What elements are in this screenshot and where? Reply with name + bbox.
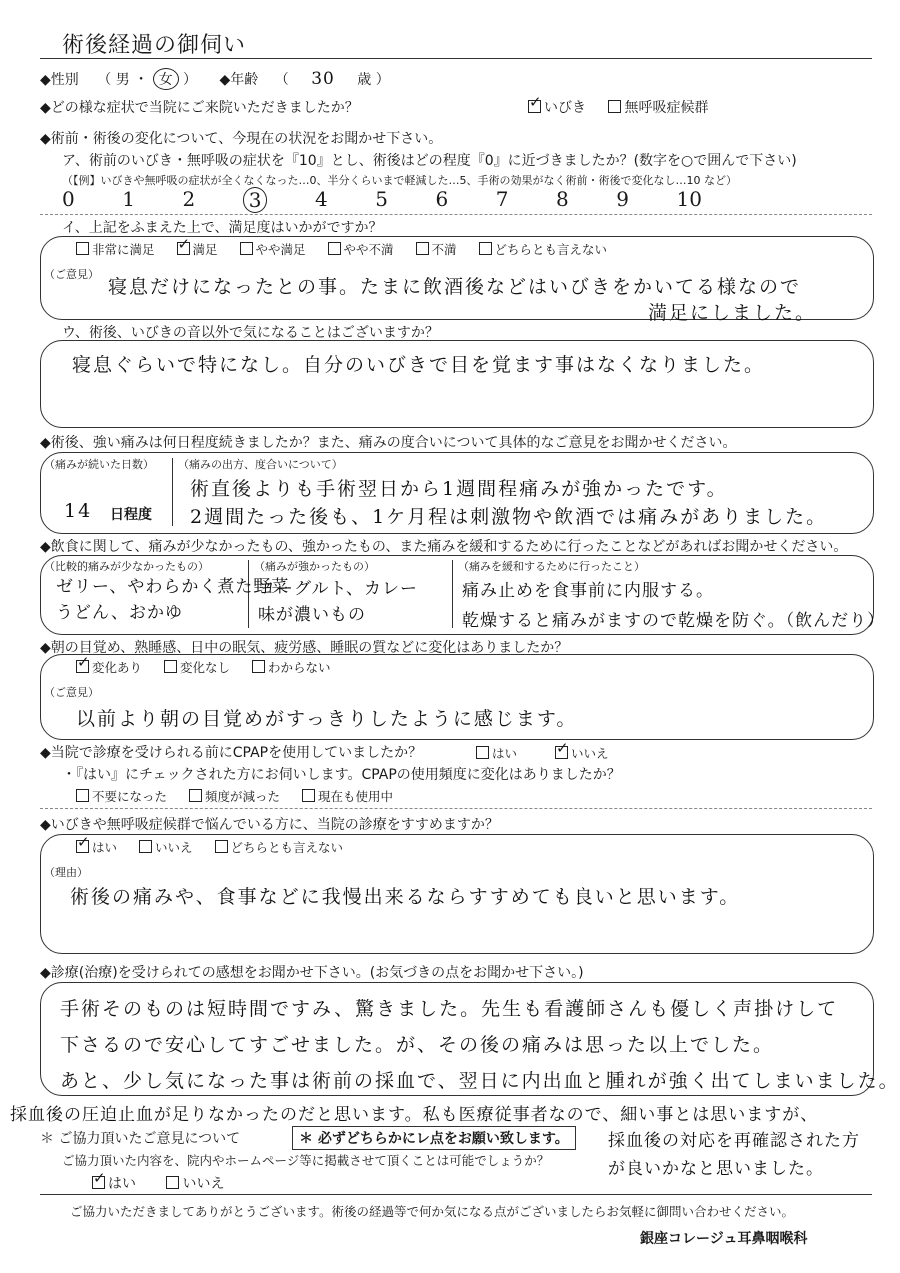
cpap-sub-options bbox=[76, 787, 411, 805]
checkbox-icon bbox=[476, 746, 489, 759]
page-title: 術後経過の御伺い bbox=[62, 33, 247, 58]
cpap-options bbox=[476, 744, 627, 762]
clinic-name: 銀座コレージュ耳鼻咽喉科 bbox=[640, 1231, 808, 1247]
change-heading: ◆術前・術後の変化について、今現在の状況をお聞かせ下さい。 bbox=[40, 131, 443, 147]
recommend-question: ◆いびきや無呼吸症候群で悩んでいる方に、当院の診療をすすめますか？ bbox=[40, 817, 499, 833]
option-no-change[interactable]: 変化なし bbox=[164, 658, 230, 676]
food-less-1[interactable]: ゼリー、やわらかく煮た野菜 bbox=[56, 577, 290, 597]
option-recommend-yes[interactable]: ✓はい bbox=[76, 838, 117, 856]
food-relief-2[interactable]: 乾燥すると痛みがますので乾燥を防ぐ。（飲んだり） bbox=[462, 611, 886, 631]
impression-line-6[interactable]: が良いかなと思いました。 bbox=[608, 1159, 824, 1179]
option-cpap-yes[interactable]: はい bbox=[476, 744, 517, 762]
scale-7[interactable]: 7 bbox=[495, 187, 509, 211]
opinion-label: （ご意見） bbox=[44, 268, 99, 281]
option-recommend-no[interactable]: いいえ bbox=[139, 838, 193, 856]
checkbox-icon bbox=[92, 1176, 105, 1189]
satisfaction-answer-2[interactable]: 満足にしました。 bbox=[648, 302, 817, 324]
gender-label: ◆性別 bbox=[40, 72, 79, 88]
impression-line-2[interactable]: 下さるので安心してすごせました。が、その後の痛みは思った以上でした。 bbox=[60, 1034, 775, 1056]
consent-title: ＊ ご協力頂いたご意見について bbox=[40, 1131, 241, 1147]
reason-label: （理由） bbox=[44, 866, 88, 879]
option-changed[interactable]: ✓変化あり bbox=[76, 658, 142, 676]
recommend-answer[interactable]: 術後の痛みや、食事などに我慢出来るならすすめても良いと思います。 bbox=[70, 886, 741, 908]
option-apnea[interactable]: 無呼吸症候群 bbox=[608, 97, 708, 117]
option-reduced[interactable]: 頻度が減った bbox=[189, 787, 280, 805]
scale-row bbox=[62, 187, 702, 213]
food-relief-1[interactable]: 痛み止めを食事前に内服する。 bbox=[462, 581, 714, 601]
food-less-label: （比較的痛みが少なかったもの） bbox=[44, 560, 209, 573]
option-somewhat-satisfied[interactable]: やや満足 bbox=[240, 240, 306, 258]
pain-days-unit: 日程度 bbox=[110, 507, 152, 523]
checkbox-icon bbox=[76, 660, 89, 673]
scale-6[interactable]: 6 bbox=[435, 187, 449, 211]
cpap-question: ◆当院で診療を受けられる前にCPAPを使用していましたか？ bbox=[40, 745, 423, 761]
scale-5[interactable]: 5 bbox=[375, 187, 388, 211]
other-question: ウ、術後、いびきの音以外で気になることはございますか？ bbox=[62, 325, 439, 341]
option-not-needed[interactable]: 不要になった bbox=[76, 787, 167, 805]
option-very-satisfied[interactable]: 非常に満足 bbox=[76, 240, 155, 258]
scale-9[interactable]: 9 bbox=[616, 187, 629, 211]
pain-days-label: （痛みが続いた日数） bbox=[44, 458, 154, 471]
title-divider bbox=[40, 58, 872, 59]
impression-question: ◆診療(治療)を受けられての感想をお聞かせ下さい。(お気づきの点をお聞かせ下さい。) bbox=[40, 965, 584, 981]
food-strong-2[interactable]: 味が濃いもの bbox=[258, 605, 366, 625]
pain-detail-2[interactable]: 2週間たった後も、1ケ月程は刺激物や飲酒では痛みがありました。 bbox=[190, 506, 828, 528]
scale-0[interactable]: 0 bbox=[62, 187, 75, 211]
pain-divider bbox=[172, 458, 173, 526]
pain-question: ◆術後、強い痛みは何日程度続きましたか？また、痛みの度合いについて具体的なご意見をお聞かせください。 bbox=[40, 435, 737, 451]
pain-detail-label: （痛みの出方、度合いについて） bbox=[178, 458, 343, 471]
gender-female[interactable]: 女 bbox=[153, 68, 179, 90]
pain-detail-1[interactable]: 術直後よりも手術翌日から1週間程痛みが強かったです。 bbox=[190, 478, 728, 500]
option-consent-no[interactable]: いいえ bbox=[166, 1173, 224, 1193]
consent-options bbox=[92, 1173, 242, 1193]
impression-line-1[interactable]: 手術そのものは短時間ですみ、驚きました。先生も看護師さんも優しく声掛けして bbox=[60, 998, 839, 1020]
option-somewhat-dissatisfied[interactable]: やや不満 bbox=[328, 240, 394, 258]
checkbox-icon bbox=[76, 840, 89, 853]
food-divider-2 bbox=[452, 560, 453, 628]
checkbox-icon bbox=[328, 242, 341, 255]
food-less-2[interactable]: うどん、おかゆ bbox=[56, 603, 184, 623]
checkbox-icon bbox=[166, 1176, 179, 1189]
checkbox-icon bbox=[76, 242, 89, 255]
checkbox-icon bbox=[528, 100, 541, 113]
change-question: ア、術前のいびき・無呼吸の症状を『10』とし、術後はどの程度『0』に近づきましたか？(数字を○で囲んで下さい) bbox=[62, 153, 797, 169]
age-unit: 歳 bbox=[357, 72, 372, 88]
food-strong-1[interactable]: ヨーグルト、カレー bbox=[258, 579, 418, 599]
option-still-using[interactable]: 現在も使用中 bbox=[302, 787, 393, 805]
gender-male[interactable]: 男 bbox=[115, 72, 130, 88]
divider bbox=[40, 214, 872, 215]
checkbox-icon bbox=[608, 100, 621, 113]
scale-1[interactable]: 1 bbox=[122, 187, 135, 211]
morning-question: ◆朝の目覚め、熟睡感、日中の眠気、疲労感、睡眠の質などに変化はありましたか？ bbox=[40, 640, 569, 656]
age-label: ◆年齢 bbox=[219, 72, 259, 88]
morning-options bbox=[76, 658, 349, 676]
checkbox-icon bbox=[76, 789, 89, 802]
impression-line-5[interactable]: 採血後の対応を再確認された方 bbox=[608, 1131, 860, 1151]
scale-4[interactable]: 4 bbox=[315, 187, 328, 211]
cpap-sub-question: ・『はい』にチェックされた方にお伺いします。CPAPの使用頻度に変化はありましたか？ bbox=[62, 767, 621, 783]
checkbox-icon bbox=[164, 660, 177, 673]
morning-opinion-label: （ご意見） bbox=[44, 686, 99, 699]
impression-line-3[interactable]: あと、少し気になった事は術前の採血で、翌日に内出血と腫れが強く出てしまいました。 bbox=[60, 1070, 900, 1092]
divider bbox=[40, 808, 872, 809]
scale-10[interactable]: 10 bbox=[676, 187, 702, 211]
profile-row: ◆性別 （ 男 ・ 女 ） ◆年齢 （ 30 歳 ） bbox=[40, 69, 390, 89]
satisfaction-options bbox=[76, 240, 625, 258]
scale-2[interactable]: 2 bbox=[182, 187, 196, 211]
checkbox-icon bbox=[302, 789, 315, 802]
symptom-question: ◆どの様な症状で当院にご来院いただきましたか？ bbox=[40, 100, 359, 116]
option-dissatisfied[interactable]: 不満 bbox=[416, 240, 457, 258]
checkbox-icon bbox=[555, 746, 568, 759]
option-snoring[interactable]: ✓ いびき bbox=[528, 97, 586, 117]
age-value[interactable]: 30 bbox=[311, 69, 335, 89]
pain-days-value[interactable]: 14 bbox=[64, 500, 93, 522]
impression-line-4[interactable]: 採血後の圧迫止血が足りなかったのだと思います。私も医療従事者なので、細い事とは思いますが、 bbox=[10, 1105, 819, 1125]
food-relief-label: （痛みを緩和するために行ったこと） bbox=[458, 560, 645, 573]
morning-answer[interactable]: 以前より朝の目覚めがすっきりしたように感じます。 bbox=[76, 708, 578, 730]
satisfaction-answer-1[interactable]: 寝息だけになったとの事。たまに飲酒後などはいびきをかいてる様なので bbox=[108, 276, 802, 298]
option-neither[interactable]: どちらとも言えない bbox=[479, 240, 608, 258]
checkbox-icon bbox=[479, 242, 492, 255]
checkbox-icon bbox=[215, 840, 228, 853]
option-cpap-no[interactable]: ✓ いいえ bbox=[555, 744, 609, 762]
symptom-options bbox=[528, 97, 726, 117]
other-answer[interactable]: 寝息ぐらいで特になし。自分のいびきで目を覚ます事はなくなりました。 bbox=[72, 354, 766, 376]
checkbox-icon bbox=[139, 840, 152, 853]
checkbox-icon bbox=[416, 242, 429, 255]
satisfaction-question: イ、上記をふまえた上で、満足度はいかがですか？ bbox=[62, 220, 383, 236]
option-recommend-neither[interactable]: どちらとも言えない bbox=[215, 838, 344, 856]
scale-8[interactable]: 8 bbox=[556, 187, 569, 211]
option-consent-yes[interactable]: ✓はい bbox=[92, 1173, 136, 1193]
checkbox-icon bbox=[189, 789, 202, 802]
change-example: （【例】いびきや無呼吸の症状が全くなくなった…0、半分くらいまで軽減した…5、手術の効果がなく術前・術後で変化なし…10 など） bbox=[62, 174, 737, 187]
footer-thanks: ご協力いただきましてありがとうございます。術後の経過等で何か気になる点がございましたらお気軽に御問い合わせください。 bbox=[70, 1204, 795, 1219]
checkbox-icon bbox=[240, 242, 253, 255]
checkbox-icon bbox=[252, 660, 265, 673]
checkbox-icon bbox=[177, 242, 190, 255]
option-satisfied[interactable]: ✓ 満足 bbox=[177, 240, 218, 258]
recommend-options bbox=[76, 838, 361, 856]
food-question: ◆飲食に関して、痛みが少なかったもの、強かったもの、また痛みを緩和するために行ったことなどがあればお聞かせください。 bbox=[40, 539, 848, 555]
scale-3-selected[interactable]: 3 bbox=[243, 187, 268, 213]
food-strong-label: （痛みが強かったもの） bbox=[254, 560, 375, 573]
footer-divider bbox=[40, 1194, 872, 1195]
consent-question: ご協力頂いた内容を、院内やホームページ等に掲載させて頂くことは可能でしょうか？ bbox=[62, 1153, 550, 1168]
consent-instruction: ＊ 必ずどちらかにレ点をお願い致します。 bbox=[292, 1126, 576, 1150]
option-unknown[interactable]: わからない bbox=[252, 658, 331, 676]
